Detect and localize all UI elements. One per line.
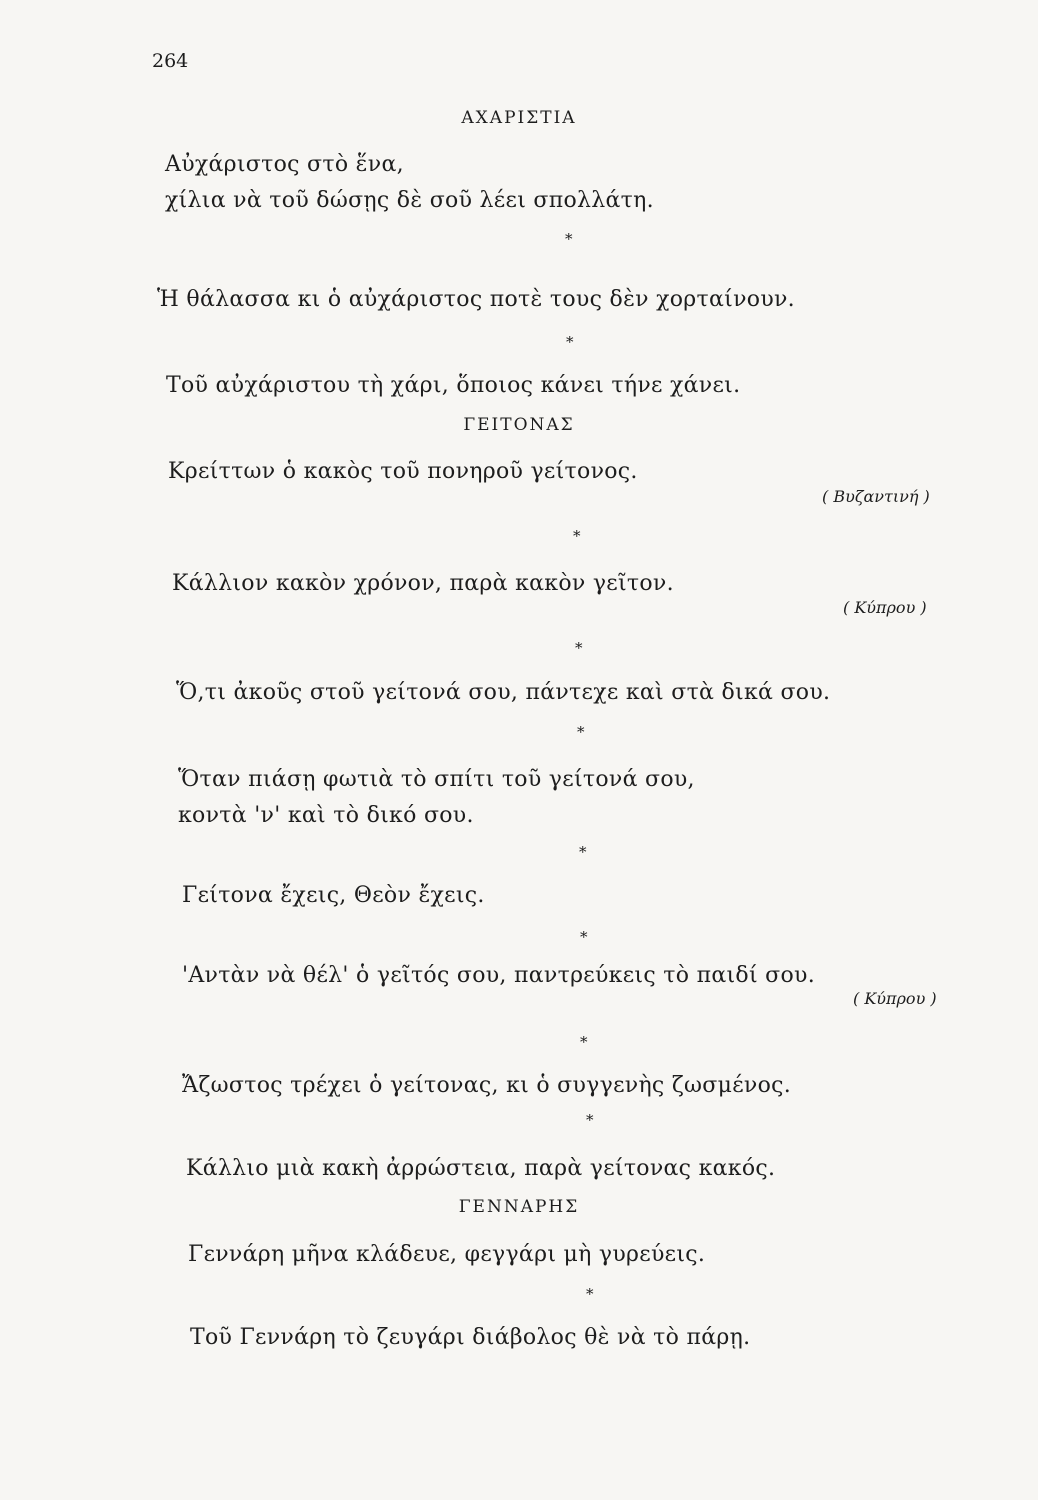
proverb-line: Γεννάρη μῆνα κλάδευε, φεγγάρι μὴ γυρεύεις.	[188, 1242, 706, 1267]
proverb-source: ( Βυζαντινή )	[822, 487, 930, 506]
proverb-line: Τοῦ Γεννάρη τὸ ζευγάρι διάβολος θὲ νὰ τὸ πάρῃ.	[190, 1325, 751, 1350]
proverb-line: Κάλλιον κακὸν χρόνον, παρὰ κακὸν γεῖτον.	[172, 571, 674, 596]
page-number: 264	[152, 50, 189, 72]
separator-asterisk: *	[566, 333, 574, 351]
section-heading-acharistia: ΑΧΑΡΙΣΤΙΑ	[461, 108, 577, 128]
proverb-line: Ὅταν πιάσῃ φωτιὰ τὸ σπίτι τοῦ γείτονά σου,	[178, 767, 695, 792]
proverb-line: χίλια νὰ τοῦ δώσῃς δὲ σοῦ λέει σπολλάτη.	[165, 188, 654, 213]
separator-asterisk: *	[573, 527, 581, 545]
proverb-line: Γείτονα ἔχεις, Θεὸν ἔχεις.	[182, 883, 485, 908]
proverb-line: 'Αντὰν νὰ θέλ' ὁ γεῖτός σου, παντρεύκεις τὸ παιδί σου.	[182, 963, 816, 988]
separator-asterisk: *	[580, 1033, 588, 1051]
proverb-line: Ἡ θάλασσα κι ὁ αὐχάριστος ποτὲ τους δὲν χορταίνουν.	[157, 287, 795, 312]
separator-asterisk: *	[580, 928, 588, 946]
proverb-line: Κρείττων ὁ κακὸς τοῦ πονηροῦ γείτονος.	[168, 459, 638, 484]
section-heading-geitonas: ΓΕΙΤΟΝΑΣ	[463, 415, 575, 435]
separator-asterisk: *	[586, 1285, 594, 1303]
proverb-line: κοντὰ 'ν' καὶ τὸ δικό σου.	[178, 803, 474, 828]
separator-asterisk: *	[565, 230, 573, 248]
section-heading-gennaris: ΓΕΝΝΑΡΗΣ	[458, 1197, 580, 1217]
separator-asterisk: *	[577, 723, 585, 741]
separator-asterisk: *	[579, 843, 587, 861]
proverb-line: Ἄζωστος τρέχει ὁ γείτονας, κι ὁ συγγενὴς ζωσμένος.	[182, 1073, 792, 1098]
proverb-source: ( Κύπρου )	[853, 989, 937, 1008]
separator-asterisk: *	[575, 639, 583, 657]
separator-asterisk: *	[586, 1111, 594, 1129]
proverb-source: ( Κύπρου )	[843, 598, 927, 617]
proverb-line: Κάλλιο μιὰ κακὴ ἀρρώστεια, παρὰ γείτονας κακός.	[186, 1156, 776, 1181]
proverb-line: Αὐχάριστος στὸ ἕνα,	[165, 152, 404, 177]
proverb-line: Ὅ,τι ἀκοῦς στοῦ γείτονά σου, πάντεχε καὶ στὰ δικά σου.	[176, 680, 831, 705]
proverb-line: Τοῦ αὐχάριστου τὴ χάρι, ὅποιος κάνει τήνε χάνει.	[166, 373, 741, 398]
